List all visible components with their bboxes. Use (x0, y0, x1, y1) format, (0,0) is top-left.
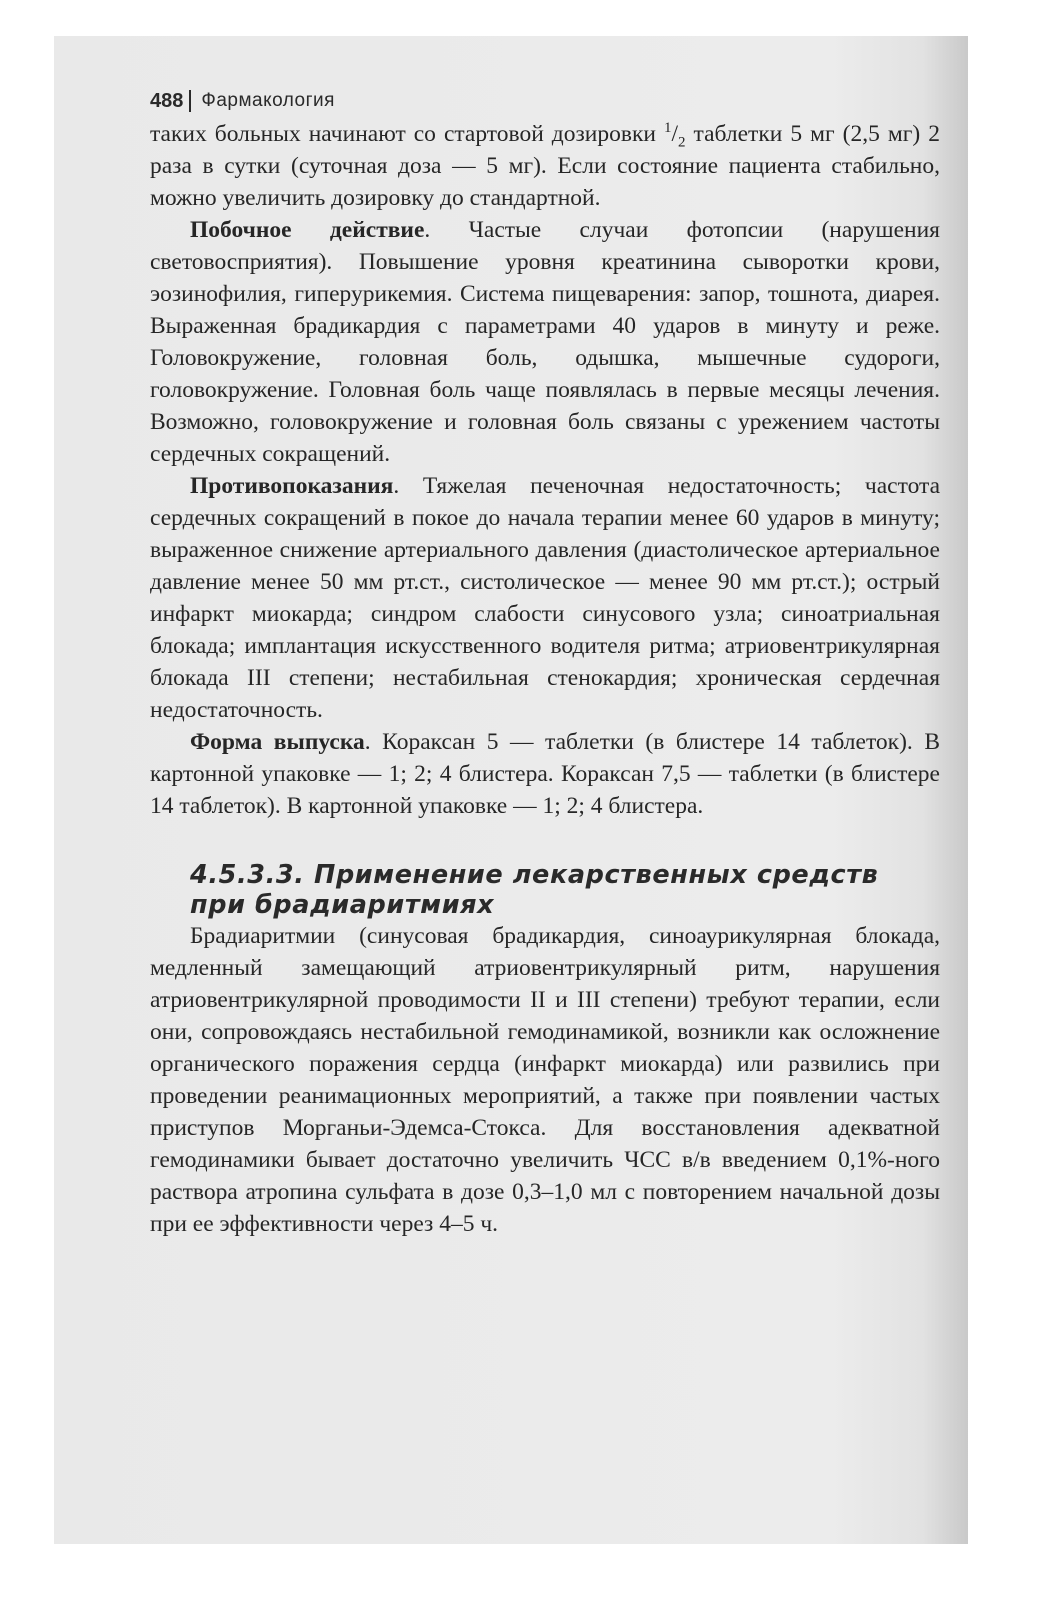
running-header (150, 84, 940, 118)
intro-text-start: таких больных начинают со стартовой дозировки (150, 121, 664, 147)
side-effects-text: . Частые случаи фотопсии (нарушения световосприятия). Повышение уровня креатинина сыворотки крови, эозинофилия, гиперурикемия. Система пищеварения: запор, тошнота, диарея. Выраженная брадикардия с параметрами 40 ударов в минуту и реже. Головокружение, головная боль, одышка, мышечные судороги, головокружение. Головная боль чаще появлялась в первые месяцы лечения. Возможно, головокружение и головная боль связаны с урежением частоты сердечных сокращений. (150, 217, 940, 467)
dose-fraction (663, 120, 686, 151)
fraction-denominator: 2 (678, 134, 686, 151)
contraindications-term: Противопоказания (190, 473, 394, 499)
fraction-numerator: 1 (663, 120, 672, 137)
header-divider (189, 90, 191, 112)
release-form-paragraph (150, 726, 940, 822)
section-heading-line-1: 4.5.3.3. Применение лекарственных средств (190, 860, 879, 890)
chapter-title: Фармакология (201, 90, 335, 111)
book-page (150, 84, 940, 1240)
section-heading (190, 860, 940, 920)
side-effects-term: Побочное действие (190, 217, 425, 243)
page-number: 488 (150, 89, 184, 112)
section-body-paragraph: Брадиаритмии (синусовая брадикардия, синоаурикулярная блокада, медленный замещающий атриовентрикулярный ритм, нарушения атриовентрикулярной проводимости II и III степени) требуют терапии, если они, сопровождаясь нестабильной гемодинамикой, возникли как осложнение органического поражения сердца (инфаркт миокарда) или развились при проведении реанимационных мероприятий, а также при появлении частых приступов Морганьи-Эдемса-Стокса. Для восстановления адекватной гемодинамики бывает достаточно увеличить ЧСС в/в введением 0,1%-ного раствора атропина сульфата в дозе 0,3–1,0 мл с повторением начальной дозы при ее эффективности через 4–5 ч. (150, 923, 940, 1237)
release-form-term: Форма выпуска (190, 729, 365, 755)
release-form-text: . Кораксан 5 — таблетки (в блистере 14 таблеток). В картонной упаковке — 1; 2; 4 блистера. Кораксан 7,5 — таблетки (в блистере 14 таблеток). В картонной упаковке — 1; 2; 4 блистера. (150, 729, 940, 819)
fraction-slash: / (671, 121, 679, 147)
contraindications-paragraph (150, 470, 940, 726)
intro-paragraph (150, 118, 940, 214)
intro-text-end: таблетки 5 мг (2,5 мг) 2 раза в сутки (суточная доза — 5 мг). Если состояние пациента стабильно, можно увеличить дозировку до стандартной. (150, 121, 940, 211)
section-heading-line-2: при брадиаритмиях (190, 890, 495, 920)
contraindications-text: . Тяжелая печеночная недостаточность; частота сердечных сокращений в покое до начала терапии менее 60 ударов в минуту; выраженное снижение артериального давления (диастолическое артериальное давление менее 50 мм рт.ст., систолическое — менее 90 мм рт.ст.); острый инфаркт миокарда; синдром слабости синусового узла; синоатриальная блокада; имплантация искусственного водителя ритма; атриовентрикулярная блокада III степени; нестабильная стенокардия; хроническая сердечная недостаточность. (150, 473, 940, 723)
side-effects-paragraph (150, 214, 940, 470)
